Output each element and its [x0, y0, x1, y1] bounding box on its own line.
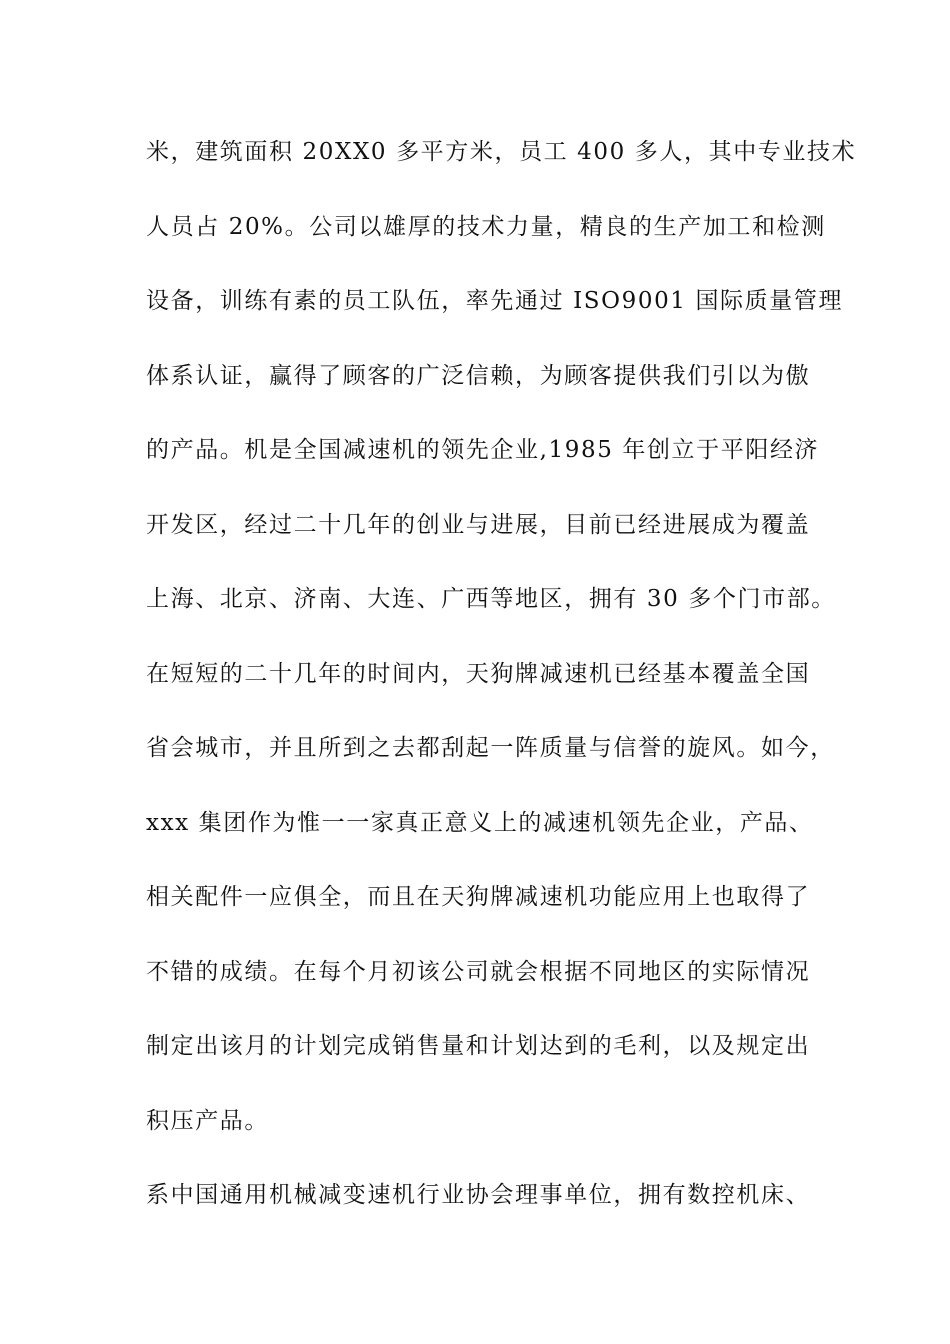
text-line-9: 省会城市，并且所到之去都刮起一阵质量与信誉的旋风。如今， — [146, 735, 835, 761]
text-line-3: 设备，训练有素的员工队伍，率先通过 ISO9001 国际质量管理 — [146, 288, 844, 314]
text-line-5: 的产品。机是全国减速机的领先企业,1985 年创立于平阳经济 — [146, 437, 820, 463]
text-line-11: 相关配件一应俱全，而且在天狗牌减速机功能应用上也取得了 — [146, 884, 811, 910]
body-text — [146, 132, 857, 1250]
text-line-10: xxx 集团作为惟一一家真正意义上的减速机领先企业，产品、 — [146, 809, 814, 836]
text-line-2: 人员占 20%。公司以雄厚的技术力量，精良的生产加工和检测 — [146, 213, 826, 240]
text-line-1: 米，建筑面积 20XX0 多平方米，员工 400 多人，其中专业技术 — [146, 139, 857, 165]
text-line-7: 上海、北京、济南、大连、广西等地区，拥有 30 多个门市部。 — [146, 586, 836, 612]
text-line-6: 开发区，经过二十几年的创业与进展，目前已经进展成为覆盖 — [146, 511, 811, 538]
text-line-15: 系中国通用机械减变速机行业协会理事单位，拥有数控机床、 — [146, 1182, 811, 1208]
text-line-12: 不错的成绩。在每个月初该公司就会根据不同地区的实际情况 — [146, 958, 811, 985]
text-line-4: 体系认证，赢得了顾客的广泛信赖，为顾客提供我们引以为傲 — [146, 362, 811, 389]
text-line-14: 积压产品。 — [146, 1107, 269, 1134]
text-line-8: 在短短的二十几年的时间内，天狗牌减速机已经基本覆盖全国 — [146, 660, 811, 687]
text-line-13: 制定出该月的计划完成销售量和计划达到的毛利，以及规定出 — [146, 1033, 811, 1059]
